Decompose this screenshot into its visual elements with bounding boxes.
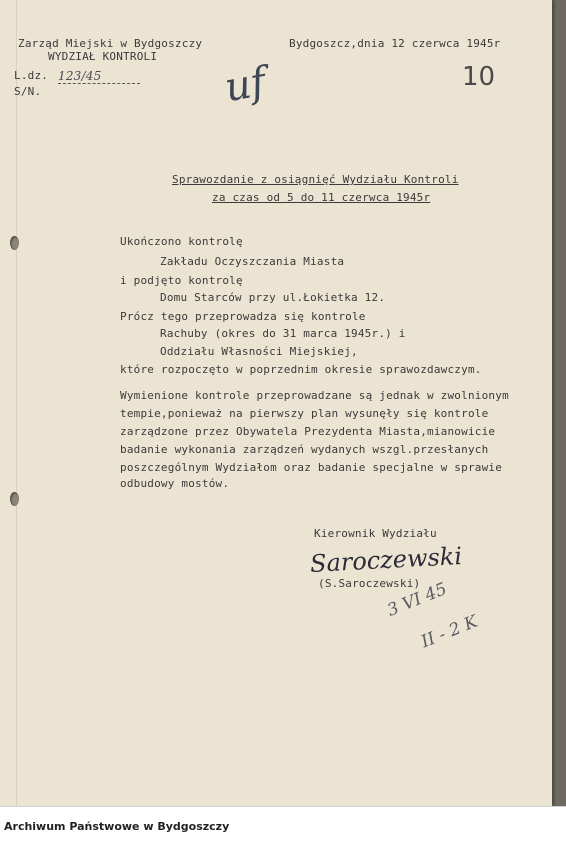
body-line: Zakładu Oczyszczania Miasta — [160, 255, 345, 268]
punch-hole — [10, 236, 19, 250]
handwritten-signature: Saroczewski — [309, 542, 463, 578]
body-line: tempie,ponieważ na pierwszy plan wysunęły się kontrole — [120, 407, 489, 420]
report-title: Sprawozdanie z osiągnięć Wydziału Kontroli — [172, 173, 459, 186]
page-fold — [16, 0, 18, 806]
sn-label: S/N. — [14, 85, 42, 98]
reference-number: 123/45 — [58, 70, 140, 84]
body-line: i podjęto kontrolę — [120, 274, 243, 287]
initials-mark: uf — [221, 58, 270, 112]
body-line: badanie wykonania zarządzeń wydanych wszgl.przesłanych — [120, 443, 489, 456]
body-line: Wymienione kontrole przeprowadzane są jednak w zwolnionym — [120, 389, 509, 402]
report-period: za czas od 5 do 11 czerwca 1945r — [212, 191, 431, 204]
page-number: 10 — [462, 62, 496, 92]
punch-hole — [10, 492, 19, 506]
body-line: Oddziału Własności Miejskiej, — [160, 345, 358, 358]
place-date: Bydgoszcz,dnia 12 czerwca 1945r — [289, 37, 501, 50]
archive-credit: Archiwum Państwowe w Bydgoszczy — [4, 820, 230, 833]
department-name: WYDZIAŁ KONTROLI — [48, 50, 158, 63]
body-line: poszczególnym Wydziałom oraz badanie specjalne w sprawie — [120, 461, 503, 474]
reference-prefix: L.dz. — [14, 69, 49, 82]
body-line: które rozpoczęto w poprzednim okresie sprawozdawczym. — [120, 363, 482, 376]
body-line: Prócz tego przeprowadza się kontrole — [120, 310, 366, 323]
body-line: Rachuby (okres do 31 marca 1945r.) i — [160, 327, 406, 340]
pencil-annotation-date: 3 VI 45 — [384, 579, 450, 621]
archive-footer — [0, 806, 566, 841]
typed-signatory-name: (S.Saroczewski) — [318, 577, 421, 590]
pencil-annotation-code: II - 2 K — [418, 611, 481, 653]
office-name: Zarząd Miejski w Bydgoszczy — [18, 37, 203, 50]
body-line: Ukończono kontrolę — [120, 235, 243, 248]
body-line: Domu Starców przy ul.Łokietka 12. — [160, 291, 386, 304]
body-line: odbudowy mostów. — [120, 477, 230, 490]
signatory-role: Kierownik Wydziału — [314, 527, 437, 540]
body-line: zarządzone przez Obywatela Prezydenta Miasta,mianowicie — [120, 425, 496, 438]
